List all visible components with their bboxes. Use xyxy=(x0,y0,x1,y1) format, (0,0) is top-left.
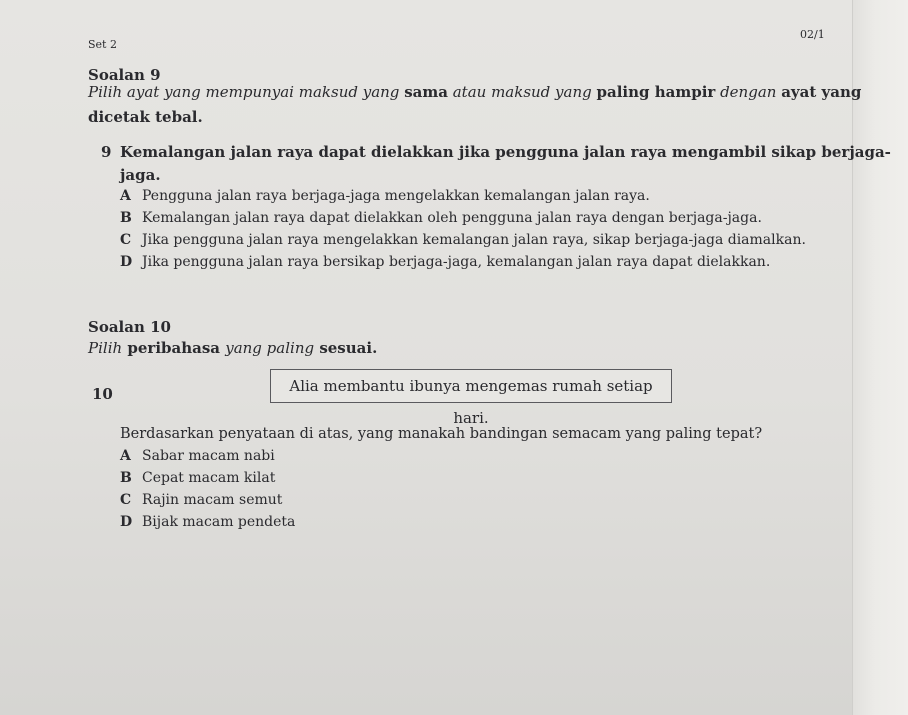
question-10-statement-box: Alia membantu ibunya mengemas rumah setiap hari. xyxy=(270,369,672,403)
page-edge xyxy=(852,0,908,715)
section-9-instruction-line1: Pilih ayat yang mempunyai maksud yang sama atau maksud yang paling hampir dengan ayat yang xyxy=(88,83,862,101)
question-10-option-d[interactable]: D Bijak macam pendeta xyxy=(120,514,296,530)
set-label: Set 2 xyxy=(88,38,117,51)
question-10-number: 10 xyxy=(92,385,113,403)
section-9-instruction-line2: dicetak tebal. xyxy=(88,108,203,126)
section-9-label: Soalan 9 xyxy=(88,66,161,84)
question-9-number: 9 xyxy=(101,143,112,161)
question-10-option-b[interactable]: B Cepat macam kilat xyxy=(120,470,276,486)
section-10-instruction: Pilih peribahasa yang paling sesuai. xyxy=(88,339,378,357)
page-code: 02/1 xyxy=(800,28,825,41)
question-9-text-line2: jaga. xyxy=(120,166,161,184)
question-9-option-b[interactable]: B Kemalangan jalan raya dapat dielakkan oleh pengguna jalan raya dengan berjaga-jaga. xyxy=(120,210,762,226)
section-10-label: Soalan 10 xyxy=(88,318,171,336)
question-10-text: Berdasarkan penyataan di atas, yang manakah bandingan semacam yang paling tepat? xyxy=(120,426,763,442)
question-9-option-d[interactable]: D Jika pengguna jalan raya bersikap berjaga-jaga, kemalangan jalan raya dapat dielakkan. xyxy=(120,254,771,270)
question-10-option-c[interactable]: C Rajin macam semut xyxy=(120,492,283,508)
question-9-text-line1: Kemalangan jalan raya dapat dielakkan jika pengguna jalan raya mengambil sikap berjaga- xyxy=(120,143,891,161)
question-9-option-a[interactable]: A Pengguna jalan raya berjaga-jaga mengelakkan kemalangan jalan raya. xyxy=(120,188,650,204)
question-9-option-c[interactable]: C Jika pengguna jalan raya mengelakkan kemalangan jalan raya, sikap berjaga-jaga diamalkan. xyxy=(120,232,806,248)
question-10-option-a[interactable]: A Sabar macam nabi xyxy=(120,448,275,464)
